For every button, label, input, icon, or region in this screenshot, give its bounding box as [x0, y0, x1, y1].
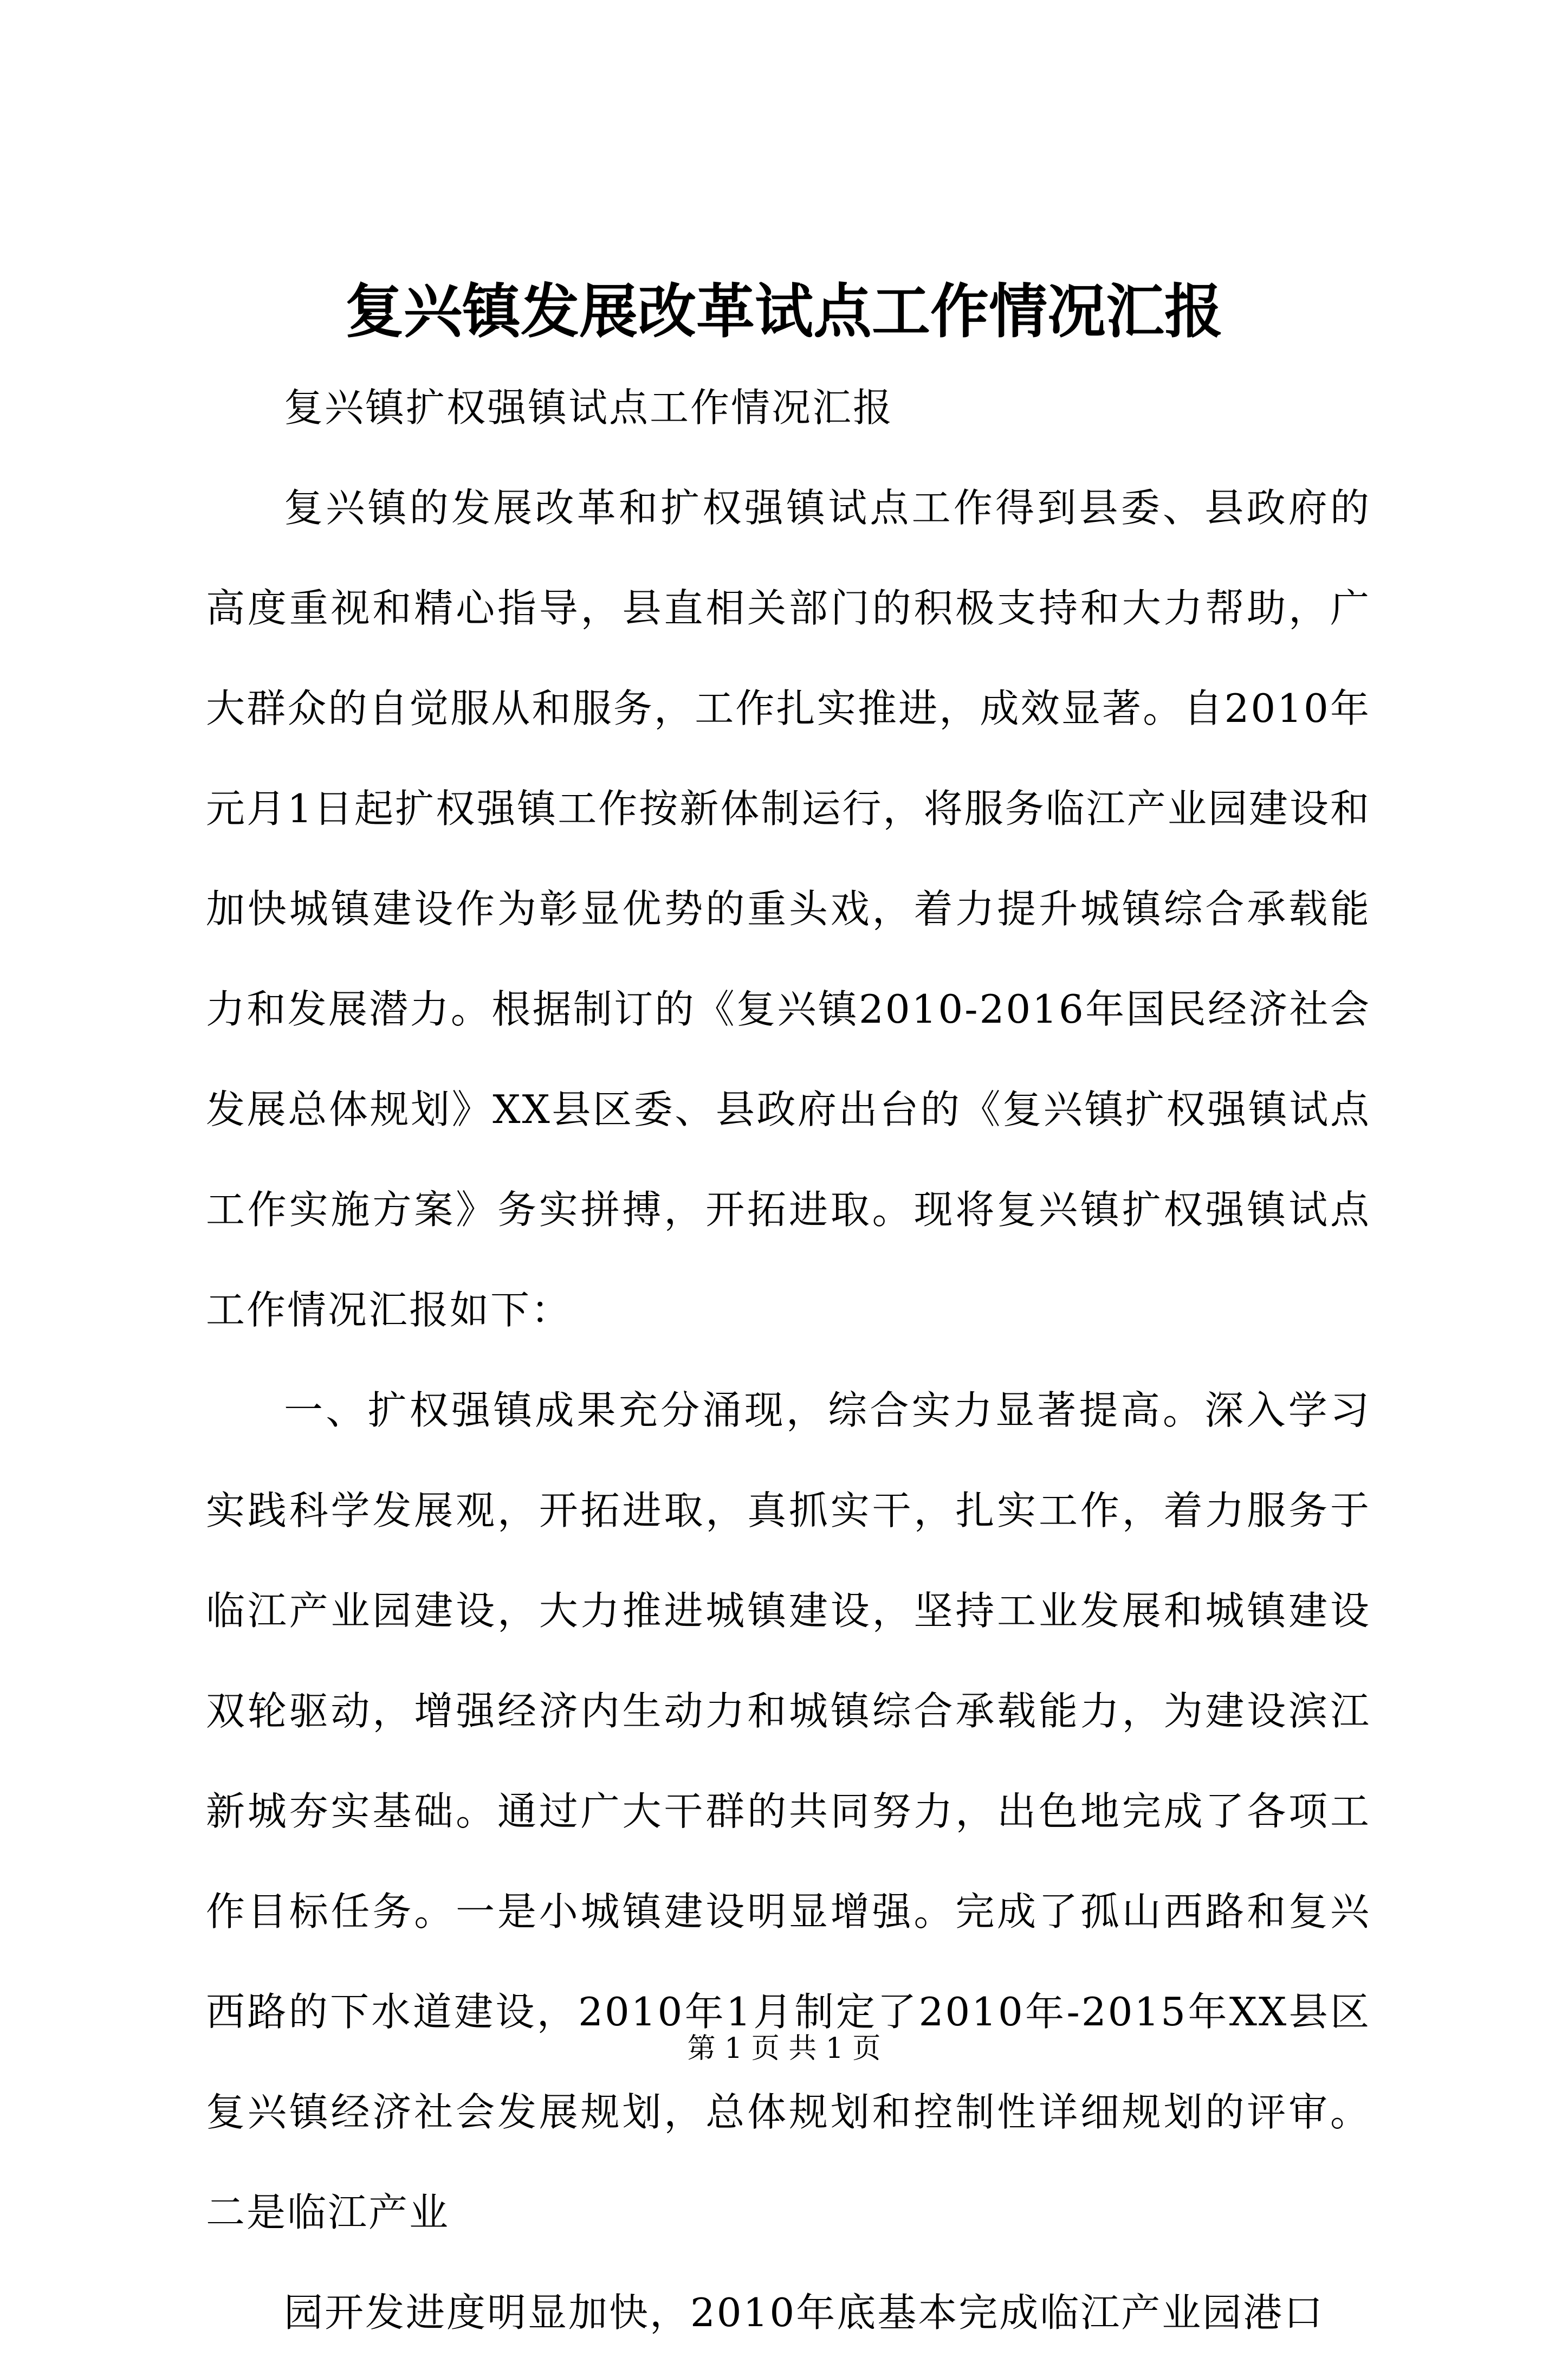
page-number-footer: 第 1 页 共 1 页	[687, 2032, 881, 2065]
subtitle-paragraph: 复兴镇扩权强镇试点工作情况汇报	[284, 385, 894, 430]
intro-paragraph: 复兴镇的发展改革和扩权强镇试点工作得到县委、县政府的高度重视和精心指导，县直相关部门的积极支持和大力帮助，广大群众的自觉服从和服务，工作扎实推进，成效显著。自2010年元月1日起扩权强镇工作按新体制运行，将服务临江产业园建设和加快城镇建设作为彰显优势的重头戏，着力提升城镇综合承载能力和发展潜力。根据制订的《复兴镇2010-2016年国民经济社会发展总体规划》XX县区委、县政府出台的《复兴镇扩权强镇试点工作实施方案》务实拼搏，开拓进取。现将复兴镇扩权强镇试点工作情况汇报如下：	[206, 485, 1371, 1333]
continuation-paragraph: 园开发进度明显加快，2010年底基本完成临江产业园港口	[284, 2290, 1325, 2335]
document-title: 复兴镇发展改革试点工作情况汇报	[345, 277, 1223, 346]
section-one-paragraph: 一、扩权强镇成果充分涌现，综合实力显著提高。深入学习实践科学发展观，开拓进取，真抓实干，扎实工作，着力服务于临江产业园建设，大力推进城镇建设，坚持工业发展和城镇建设双轮驱动，增强经济内生动力和城镇综合承载能力，为建设滨江新城夯实基础。通过广大干群的共同努力，出色地完成了各项工作目标任务。一是小城镇建设明显增强。完成了孤山西路和复兴西路的下水道建设，2010年1月制定了2010年-2015年XX县区复兴镇经济社会发展规划，总体规划和控制性详细规划的评审。二是临江产业	[206, 1387, 1371, 2235]
